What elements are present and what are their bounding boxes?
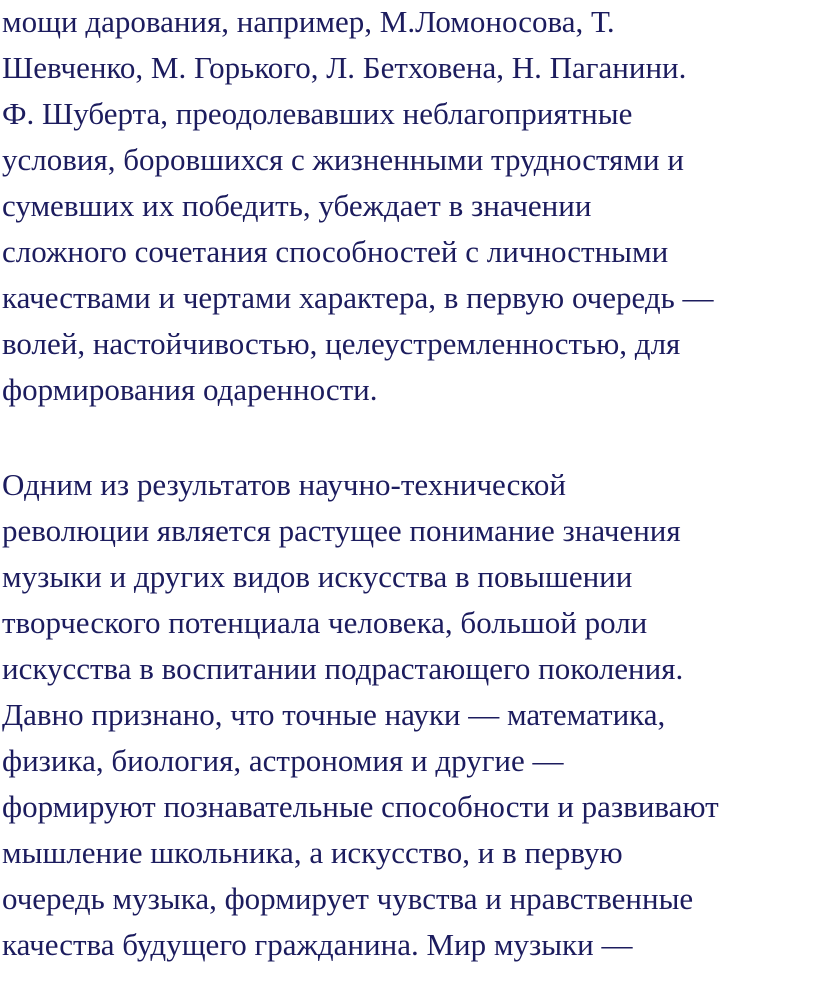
text-line: качествами и чертами характера, в первую очередь — xyxy=(2,280,714,315)
text-line: мощи дарования, например, М.Ломоносова, Т. xyxy=(2,4,615,39)
text-line: Давно признано, что точные науки — математика, xyxy=(2,697,666,732)
text-line: мышление школьника, а искусство, и в первую xyxy=(2,835,623,870)
text-line: условия, боровшихся с жизненными трудностями и xyxy=(2,142,684,177)
text-line: творческого потенциала человека, большой роли xyxy=(2,605,648,640)
text-line: сумевших их победить, убеждает в значении xyxy=(2,188,592,223)
text-line: формируют познавательные способности и развивают xyxy=(2,789,719,824)
text-line: очередь музыка, формирует чувства и нравственные xyxy=(2,881,694,916)
text-line: волей, настойчивостью, целеустремленностью, для xyxy=(2,326,681,361)
text-line: Ф. Шуберта, преодолевавших неблагоприятные xyxy=(2,96,633,131)
text-line: музыки и других видов искусства в повышении xyxy=(2,559,633,594)
text-line: искусства в воспитании подрастающего поколения. xyxy=(2,651,684,686)
text-line: сложного сочетания способностей с личностными xyxy=(2,234,669,269)
text-line: формирования одаренности. xyxy=(2,372,378,407)
text-line: Одним из результатов научно-технической xyxy=(2,467,566,502)
text-line: качества будущего гражданина. Мир музыки — xyxy=(2,927,633,962)
text-line: Шевченко, М. Горького, Л. Бетховена, Н. Паганини. xyxy=(2,50,687,85)
text-line: физика, биология, астрономия и другие — xyxy=(2,743,564,778)
text-line: революции является растущее понимание значения xyxy=(2,513,681,548)
